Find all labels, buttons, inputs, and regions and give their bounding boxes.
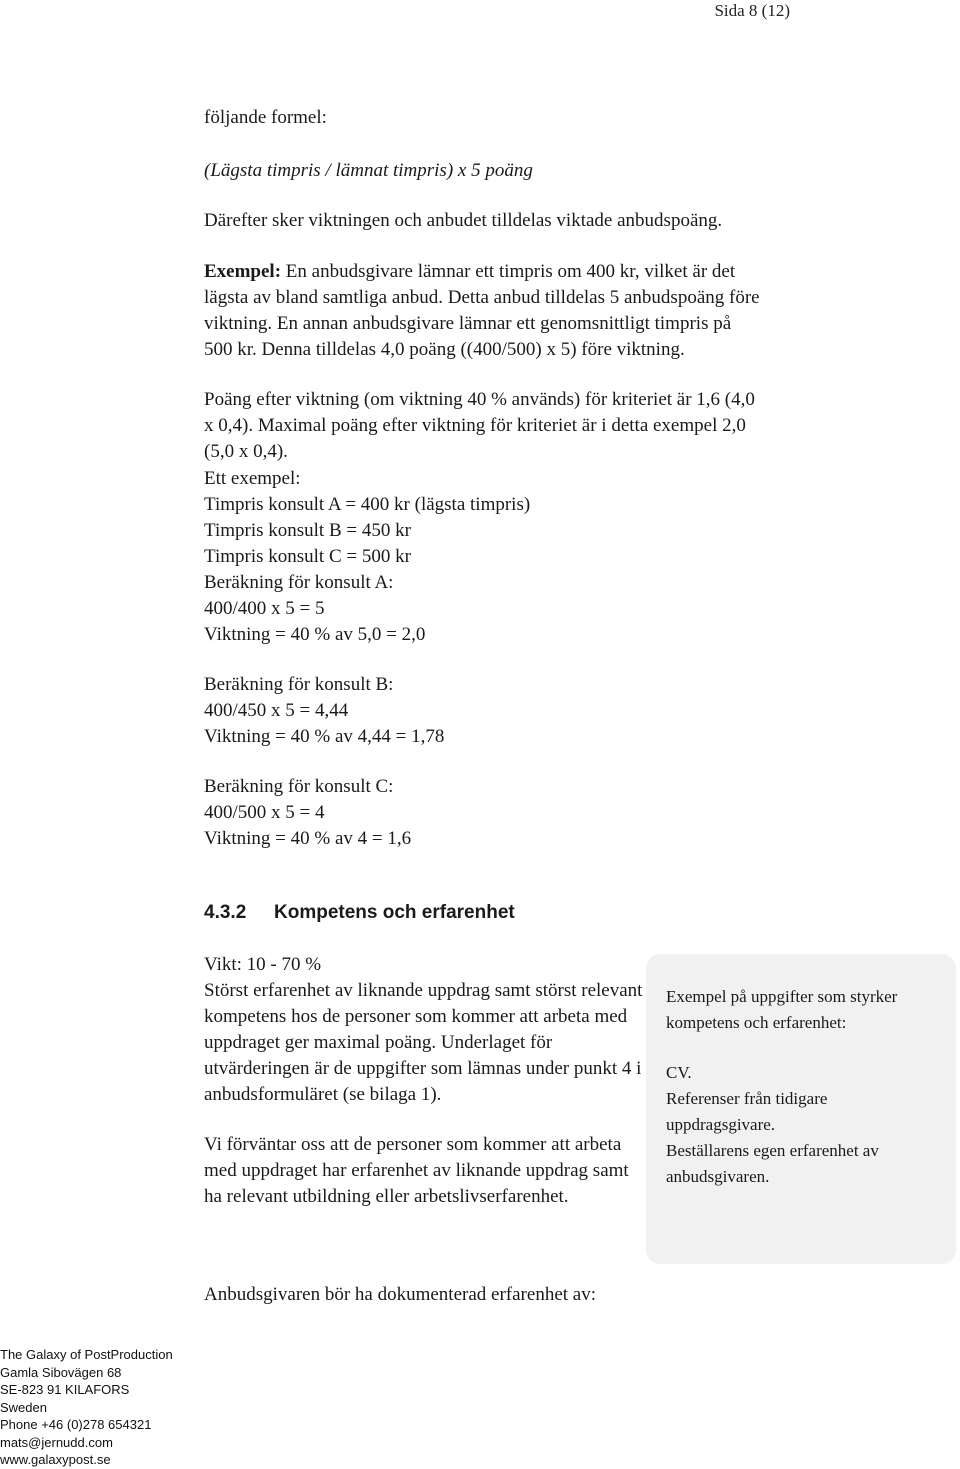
sidebar-item: CV. (666, 1063, 692, 1082)
sidebar-item: Referenser från tidigare uppdragsgivare. (666, 1089, 828, 1134)
section-title: Kompetens och erfarenhet (274, 902, 515, 923)
example-text: En anbudsgivare lämnar ett timpris om 400 kr, vilket är det lägsta av bland samtliga anbud. Detta anbud tilldelas 5 anbudspoäng före viktning. En annan anbudsgivare lämnar ett genomsnittligt timpris på 500 kr. Denna tilldelas 4,0 poäng ((400/500) x 5) före viktning. (204, 261, 760, 360)
footer (0, 1346, 173, 1469)
calc-line: Viktning = 40 % av 4,44 = 1,78 (204, 726, 445, 747)
footer-company: The Galaxy of PostProduction (0, 1347, 173, 1362)
section-number: 4.3.2 (204, 902, 247, 923)
calc-line: Viktning = 40 % av 4 = 1,6 (204, 828, 412, 849)
sidebar-box (646, 954, 956, 1264)
calc-line: 400/500 x 5 = 4 (204, 802, 325, 823)
calc-line: Timpris konsult B = 450 kr (204, 520, 411, 541)
calc-line: Viktning = 40 % av 5,0 = 2,0 (204, 624, 426, 645)
example-paragraph (204, 259, 764, 363)
footer-website: www.galaxypost.se (0, 1452, 111, 1467)
competence-paragraph: Störst erfarenhet av liknande uppdrag samt störst relevant kompetens hos de personer som kommer att arbeta med uppdraget ger maximal poäng. Underlaget för utvärderingen är de uppgifter som lämnas under punkt 4 i anbudsformuläret (se bilaga 1). (204, 980, 643, 1105)
weight-text: Vikt: 10 - 70 % (204, 954, 322, 975)
footer-postal: SE-823 91 KILAFORS (0, 1382, 130, 1397)
calculation-block (204, 466, 764, 852)
competence-text (204, 952, 644, 1210)
section-heading (204, 902, 515, 924)
calc-line: 400/400 x 5 = 5 (204, 598, 325, 619)
calc-line: Beräkning för konsult A: (204, 572, 394, 593)
footer-email: mats@jernudd.com (0, 1434, 113, 1450)
calc-line: Timpris konsult A = 400 kr (lägsta timpris) (204, 494, 531, 515)
intro-text: följande formel: (204, 107, 327, 128)
example-label: Exempel: (204, 261, 282, 282)
weighting-text: Därefter sker viktningen och anbudet tilldelas viktade anbudspoäng. (204, 210, 723, 231)
sidebar-title: Exempel på uppgifter som styrker kompetens och erfarenhet: (666, 987, 898, 1032)
footer-street: Gamla Sibovägen 68 (0, 1364, 122, 1380)
sidebar-item: Beställarens egen erfarenhet av anbudsgivaren. (666, 1141, 879, 1186)
formula-text: (Lägsta timpris / lämnat timpris) x 5 poäng (204, 160, 533, 181)
calc-line: 400/450 x 5 = 4,44 (204, 700, 349, 721)
closing-text: Anbudsgivaren bör ha dokumenterad erfarenhet av: (204, 1284, 596, 1305)
expectation-paragraph: Vi förväntar oss att de personer som kommer att arbeta med uppdraget har erfarenhet av liknande uppdrag samt ha relevant utbildning eller arbetslivserfarenhet. (204, 1134, 629, 1207)
calc-line: Timpris konsult C = 500 kr (204, 546, 411, 567)
calc-line: Beräkning för konsult B: (204, 674, 394, 695)
weighted-paragraph: Poäng efter viktning (om viktning 40 % används) för kriteriet är 1,6 (4,0 x 0,4). Maximal poäng efter viktning för kriteriet är i detta exempel 2,0 (5,0 x 0,4). (204, 389, 755, 462)
footer-phone: Phone +46 (0)278 654321 (0, 1417, 152, 1432)
calc-line: Ett exempel: (204, 468, 301, 489)
page-number: Sida 8 (12) (714, 1, 790, 20)
footer-country: Sweden (0, 1399, 47, 1415)
calc-line: Beräkning för konsult C: (204, 776, 394, 797)
